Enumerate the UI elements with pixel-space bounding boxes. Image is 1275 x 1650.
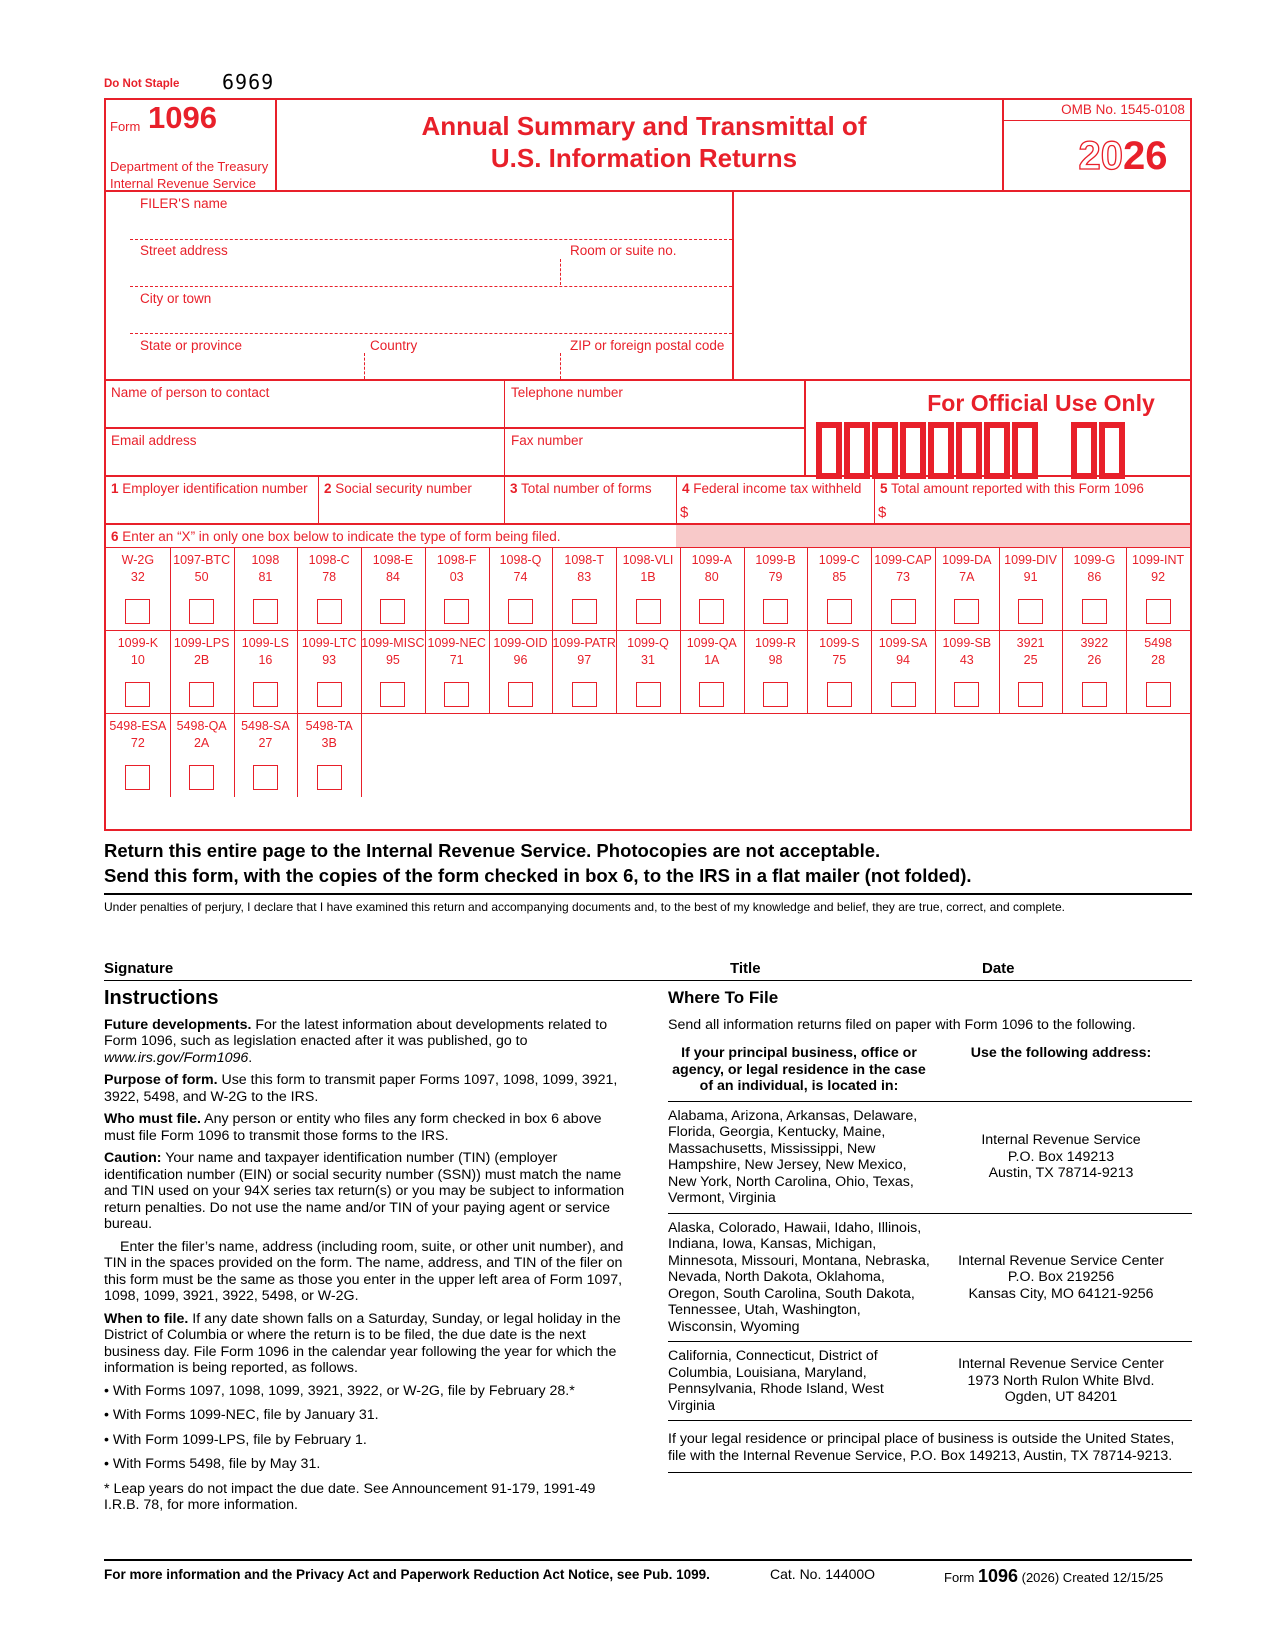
form-type-checkbox[interactable] [253,682,278,707]
form-type-checkbox[interactable] [444,682,469,707]
catalog-number: Cat. No. 14400O [770,1566,876,1582]
form-type-label [106,552,170,586]
address-line: Internal Revenue Service Center [958,1252,1164,1269]
form-type-name: 1098-T [564,553,605,567]
box4-tax-withheld-field[interactable] [682,481,861,496]
where-to-file-row [668,1214,1192,1343]
divider [104,893,1192,895]
country-field[interactable]: Country [370,338,418,353]
privacy-act-notice: For more information and the Privacy Act and Paperwork Reduction Act Notice, see Pub. 1099. [104,1567,710,1582]
box3-total-forms-field[interactable] [510,481,652,496]
form-type-code: 96 [513,653,528,667]
form-number: 1096 [148,100,217,135]
box1-label: Employer identification number [122,481,308,496]
form-type-name: 1099-C [818,553,860,567]
title-field[interactable]: Title [730,960,761,977]
form-type-checkbox[interactable] [380,599,405,624]
footer-form-word: Form [944,1570,978,1585]
form-type-code: 73 [896,570,910,584]
form-type-label [744,552,808,586]
form-type-checkbox[interactable] [891,682,916,707]
form-type-checkbox[interactable] [189,765,214,790]
future-text: For the latest information about developments related to Form 1096, such as legislation enacted after it was published, go to [104,1016,608,1049]
form-type-name: 1099-B [755,553,796,567]
form-type-name: 1098-C [308,553,350,567]
form-type-name: 3921 [1016,636,1045,650]
box6-instruction [111,529,561,544]
form-type-code: 92 [1151,570,1166,584]
future-end: . [248,1049,253,1066]
do-not-staple-label: Do Not Staple [104,78,180,90]
form-type-label [935,635,999,669]
email-field[interactable]: Email address [111,433,197,448]
footer-divider [104,1559,1192,1561]
form-type-label [106,718,170,752]
form-type-code: 78 [322,570,337,584]
address-line: Internal Revenue Service Center [958,1356,1164,1373]
form-type-name: 1099-SA [878,636,928,650]
form-type-checkbox[interactable] [891,599,916,624]
instructions-heading: Instructions [104,987,219,1009]
when-to-file [104,1311,634,1377]
form-type-name: 1099-OID [493,636,548,650]
due-date-bullet: • With Forms 5498, file by May 31. [104,1456,321,1472]
perjury-statement: Under penalties of perjury, I declare that I have examined this return and accompanying documents and, to the best of my knowledge and belief, they are true, correct, and complete. [104,900,1065,914]
form-type-name: 1098-VLI [622,553,674,567]
form-type-label [999,635,1063,669]
box4-label: Federal income tax withheld [693,481,862,496]
form-type-checkbox[interactable] [125,682,150,707]
form-type-code: 85 [832,570,847,584]
form-type-label [552,552,616,586]
form-type-checkbox[interactable] [636,682,661,707]
form-type-code: 84 [385,570,400,584]
official-use-label: For Official Use Only [927,390,1155,416]
form-type-code: 93 [322,653,337,667]
form-footer-id [944,1566,1163,1587]
address-line: Ogden, UT 84201 [1004,1389,1118,1406]
form-type-checkbox[interactable] [572,599,597,624]
where-to-file-row [668,1342,1192,1421]
box5-label: Total amount reported with this Form 1096 [891,481,1144,496]
box5-number: 5 [880,481,888,496]
form-type-code: 75 [832,653,847,667]
footer-form-number: 1096 [977,1566,1018,1586]
form-type-name: 1097-BTC [173,553,231,567]
omb-number: OMB No. 1545-0108 [1061,102,1185,117]
form-type-checkbox[interactable] [508,682,533,707]
dollar-sign: $ [878,504,887,521]
address-line: Austin, TX 78714-9213 [988,1165,1134,1182]
where-to-file-row [668,1102,1192,1214]
city-field[interactable]: City or town [140,291,212,306]
form-type-checkbox[interactable] [1082,599,1107,624]
form-type-label [234,552,298,586]
official-box [816,422,842,479]
year-outline: 20 [1078,134,1123,178]
form-type-code: 7A [959,570,975,584]
form-type-label [297,635,361,669]
address-line: P.O. Box 149213 [1007,1148,1115,1165]
when-bold: When to file. [104,1310,189,1327]
form-type-code: 94 [896,653,910,667]
form-type-label [871,635,935,669]
where-to-file-intro: Send all information returns filed on paper with Form 1096 to the following. [668,1016,1136,1033]
form-type-label [297,552,361,586]
form-type-name: 1099-G [1073,553,1116,567]
official-box [956,422,982,479]
purpose-text: Use this form to transmit paper Forms 1097, 1098, 1099, 3921, 3922, 5498, and W-2G to the IRS. [104,1072,618,1105]
future-bold: Future developments. [104,1016,252,1033]
form-type-checkbox[interactable] [380,682,405,707]
fax-field[interactable]: Fax number [511,433,584,448]
box2-label: Social security number [335,481,472,496]
form-type-code: 1B [640,570,656,584]
who-bold: Who must file. [104,1111,201,1127]
form-type-label [552,635,616,669]
form-type-label [425,552,489,586]
year-solid: 26 [1123,134,1168,178]
form-type-label [1062,552,1126,586]
leap-year-footnote: * Leap years do not impact the due date. See Announcement 91-179, 1991-49 I.R.B. 78, for more information. [104,1480,596,1513]
future-developments [104,1017,634,1067]
form-type-name: 1099-NEC [427,636,486,650]
form-type-code: 03 [449,570,464,584]
form-type-label [106,635,170,669]
form-type-label [680,552,744,586]
form-type-name: 1098-F [436,553,477,567]
form-type-checkbox[interactable] [699,682,724,707]
state-list: California, Connecticut, District of Columbia, Louisiana, Maryland, Pennsylvania, Rhode Island, West Virginia [668,1348,884,1414]
dept-line1: Department of the Treasury [110,159,269,174]
box5-total-amount-field[interactable] [880,481,1144,496]
form-type-label [361,552,425,586]
address-line: Internal Revenue Service [981,1132,1141,1149]
form-type-label [234,718,298,752]
form-type-code: 74 [513,570,528,584]
official-box [1099,422,1125,479]
irs-link[interactable]: www.irs.gov/Form1096 [104,1049,249,1066]
title-line1: Annual Summary and Transmittal of [421,111,867,141]
where-to-file-heading: Where To File [668,988,779,1007]
form-type-code: 50 [194,570,209,584]
address-line: 1973 North Rulon White Blvd. [967,1372,1155,1389]
form-type-name: 1099-LPS [173,636,230,650]
return-notice-line1: Return this entire page to the Internal Revenue Service. Photocopies are not acceptable. [104,840,881,861]
department-label [110,158,268,192]
where-to-file-rows [668,1102,1192,1422]
form-type-name: 1099-QA [686,636,737,650]
box3-label: Total number of forms [521,481,652,496]
form-type-code: 83 [577,570,592,584]
form-title [284,110,1004,174]
box2-number: 2 [324,481,332,496]
due-date-bullet: • With Forms 1099-NEC, file by January 31. [104,1407,379,1423]
form-type-checkbox[interactable] [317,682,342,707]
form-type-name: 1098 [251,553,280,567]
tax-year [1052,134,1194,179]
filer-name-field[interactable]: FILER'S name [140,196,228,211]
form-type-code: 32 [130,570,145,584]
box1-ein-field[interactable] [111,481,308,496]
form-type-code: 43 [959,653,974,667]
form-type-code: 86 [1087,570,1102,584]
form-type-checkbox[interactable] [827,682,852,707]
form-type-name: 1099-LTC [301,636,357,650]
enter-filer-paragraph: Enter the filer’s name, address (including room, suite, or other unit number), and TIN in the spaces provided on the form. The name, address, and TIN of the filer on this form must be the same as those you enter in the upper left area of Form 1097, 1098, 1099, 3921, 3922, 5498, or W-2G. [104,1238,624,1304]
box6-number: 6 [111,529,119,544]
form-type-label [871,552,935,586]
form-type-checkbox[interactable] [636,599,661,624]
form-type-checkbox[interactable] [125,765,150,790]
form-type-code: 2B [193,653,210,667]
where-to-file-section [668,990,1192,1473]
form-type-label [935,552,999,586]
due-date-bullet: • With Forms 1097, 1098, 1099, 3921, 3922, or W-2G, file by February 28.* [104,1382,575,1399]
form-type-code: 98 [768,653,783,667]
form-type-name: 5498 [1144,636,1173,650]
outside-us-note: If your legal residence or principal place of business is outside the United States, file with the Internal Revenue Service, P.O. Box 149213, Austin, TX 78714-9213. [668,1421,1192,1473]
form-type-label [1126,635,1190,669]
who-text: Any person or entity who files any form checked in box 6 above must file Form 1096 to transmit those forms to the IRS. [104,1111,602,1144]
form-type-code: 80 [704,570,719,584]
form-type-name: 1098-E [372,553,414,567]
form-type-checkbox[interactable] [253,599,278,624]
form-type-name: 1099-MISC [361,636,425,650]
form-type-checkbox[interactable] [508,599,533,624]
form-type-name: 1099-SB [942,636,992,650]
form-type-name: 5498-QA [176,719,227,733]
when-text: If any date shown falls on a Saturday, Sunday, or legal holiday in the District of Columbia or where the return is to be filed, the due date is the next business day. File Form 1096 in the calendar year following the year for which the information is being reported, as follows. [104,1310,621,1376]
irs-address [930,1132,1192,1182]
address-column-header: Use the following address: [970,1045,1152,1061]
form-type-checkbox[interactable] [189,599,214,624]
form-type-name: 1099-DIV [1004,553,1057,567]
official-box [984,422,1010,479]
form-type-label [807,635,871,669]
where-to-file-header [668,1045,1192,1102]
box1-number: 1 [111,481,119,496]
footer-created: (2026) Created 12/15/25 [1018,1570,1164,1585]
form-type-name: 5498-SA [241,719,290,733]
purpose-of-form [104,1072,634,1105]
form-type-checkbox[interactable] [954,682,979,707]
form-type-name: 3922 [1080,636,1109,650]
telephone-field[interactable]: Telephone number [511,385,623,400]
form-type-name: 5498-TA [305,719,353,733]
form-type-code: 26 [1087,653,1102,667]
form-type-code: 28 [1151,653,1166,667]
form-type-checkbox[interactable] [1082,682,1107,707]
form-type-label [234,635,298,669]
form-type-name: 5498-ESA [109,719,167,733]
return-notice-line2: Send this form, with the copies of the form checked in box 6, to the IRS in a flat mailer (not folded). [104,865,972,886]
box4-number: 4 [682,481,690,496]
who-must-file [104,1111,634,1144]
form-type-code: 1A [704,653,720,667]
signature-line [104,980,1192,981]
form-type-label [170,635,234,669]
official-box [928,422,954,479]
caution [104,1150,634,1233]
irs-address [930,1356,1192,1406]
street-address-field[interactable]: Street address [140,243,228,258]
due-date-bullet: • With Form 1099-LPS, file by February 1. [104,1431,367,1448]
form-type-code: 16 [258,653,273,667]
official-box [1012,422,1038,479]
form-type-name: 1099-R [755,636,797,650]
form-type-label [170,552,234,586]
form-type-label [1126,552,1190,586]
form-type-name: 1099-K [117,636,159,650]
purpose-bold: Purpose of form. [104,1072,218,1088]
form-type-code: 91 [1023,570,1038,584]
state-field[interactable]: State or province [140,338,243,353]
contact-name-field[interactable]: Name of person to contact [111,385,270,400]
location-column-header: If your principal business, office or agency, or legal residence in the case of an individual, is located in: [672,1045,926,1094]
form-type-code: 3B [321,736,337,750]
form-type-code: 10 [130,653,145,667]
zip-field[interactable]: ZIP or foreign postal code [570,338,725,353]
form-type-checkbox[interactable] [253,765,278,790]
box3-number: 3 [510,481,518,496]
room-suite-field[interactable]: Room or suite no. [570,243,677,258]
form-type-checkbox[interactable] [189,682,214,707]
form-type-checkbox[interactable] [1018,599,1043,624]
form-type-checkbox[interactable] [827,599,852,624]
form-type-name: 1099-Q [627,636,669,650]
form-type-name: 1099-A [691,553,732,567]
official-box [1071,422,1097,479]
form-type-name: 1098-Q [499,553,542,567]
form-type-checkbox[interactable] [763,599,788,624]
address-line: Kansas City, MO 64121-9256 [968,1285,1154,1302]
form-type-label [297,718,361,752]
form-type-label [489,635,553,669]
form-type-code: 71 [449,653,464,667]
title-line2: U.S. Information Returns [490,143,798,173]
form-type-checkbox[interactable] [763,682,788,707]
form-type-label [999,552,1063,586]
form-1096-box [104,98,1192,831]
form-word: Form [110,119,141,134]
form-code: 6969 [222,70,275,94]
form-type-code: 27 [258,736,273,750]
form-type-label [170,718,234,752]
caution-text: Your name and taxpayer identification number (TIN) (employer identification number (EIN) or social security number (SSN)) must match the name and TIN used on your 94X series tax return(s) or you may be subject to information return penalties. Do not use the name and/or TIN of your paying agent or service bureau. [104,1150,625,1232]
dept-line2: Internal Revenue Service [110,176,256,191]
form-type-checkbox[interactable] [572,682,597,707]
form-type-label [489,552,553,586]
form-type-code: 31 [641,653,655,667]
form-type-checkbox[interactable] [317,765,342,790]
form-type-code: 97 [577,653,592,667]
form-type-label [616,635,680,669]
form-type-code: 72 [130,736,145,750]
signature-field[interactable]: Signature [104,960,174,977]
form-type-name: 1099-LS [241,636,290,650]
form-type-code: 81 [258,570,273,584]
form-type-checkbox[interactable] [1018,682,1043,707]
form-type-checkbox[interactable] [954,599,979,624]
form-type-code: 95 [385,653,400,667]
state-list: Alabama, Arizona, Arkansas, Delaware, Florida, Georgia, Kentucky, Maine, Massachusetts, Mississippi, New Hampshire, New Jersey, New Mexico, New York, North Carolina, Ohio, Texas, Vermont, Virginia [668,1107,918,1206]
form-type-code: 79 [768,570,783,584]
form-type-label [807,552,871,586]
form-type-label [361,635,425,669]
state-list: Alaska, Colorado, Hawaii, Idaho, Illinois, Indiana, Iowa, Kansas, Michigan, Minnesota, Missouri, Montana, Nebraska, Nevada, North Dakota, Oklahoma, Oregon, South Carolina, South Dakota, Tennessee, Utah, Washington, Wisconsin, Wyoming [668,1219,930,1335]
form-type-checkbox[interactable] [444,599,469,624]
instructions-section [104,987,634,1520]
dollar-sign: $ [680,504,689,521]
form-type-name: 1099-PATR [552,636,616,650]
form-type-checkbox[interactable] [1146,682,1171,707]
official-box [872,422,898,479]
form-type-name: 1099-DA [942,553,992,567]
form-type-code: 25 [1023,653,1038,667]
form-type-label [616,552,680,586]
form-type-label [425,635,489,669]
official-box [844,422,870,479]
box2-ssn-field[interactable] [324,481,472,496]
grid-divider [361,714,362,797]
date-field[interactable]: Date [982,960,1015,977]
form-type-label [744,635,808,669]
form-type-name: 1099-S [819,636,860,650]
address-line: P.O. Box 219256 [1007,1269,1115,1285]
irs-address [930,1253,1192,1303]
form-type-label [680,635,744,669]
box6-label: Enter an “X” in only one box below to indicate the type of form being filed. [122,529,561,544]
form-type-code: 2A [193,736,210,750]
form-type-name: 1099-CAP [874,553,932,567]
form-type-name: W-2G [121,553,155,567]
form-type-label [1062,635,1126,669]
form-type-name: 1099-INT [1132,553,1185,567]
form-type-checkbox[interactable] [1146,599,1171,624]
official-box [900,422,926,479]
form-type-checkbox[interactable] [317,599,342,624]
form-type-checkbox[interactable] [699,599,724,624]
return-notice [104,838,972,888]
form-type-checkbox[interactable] [125,599,150,624]
caution-bold: Caution: [104,1150,162,1166]
